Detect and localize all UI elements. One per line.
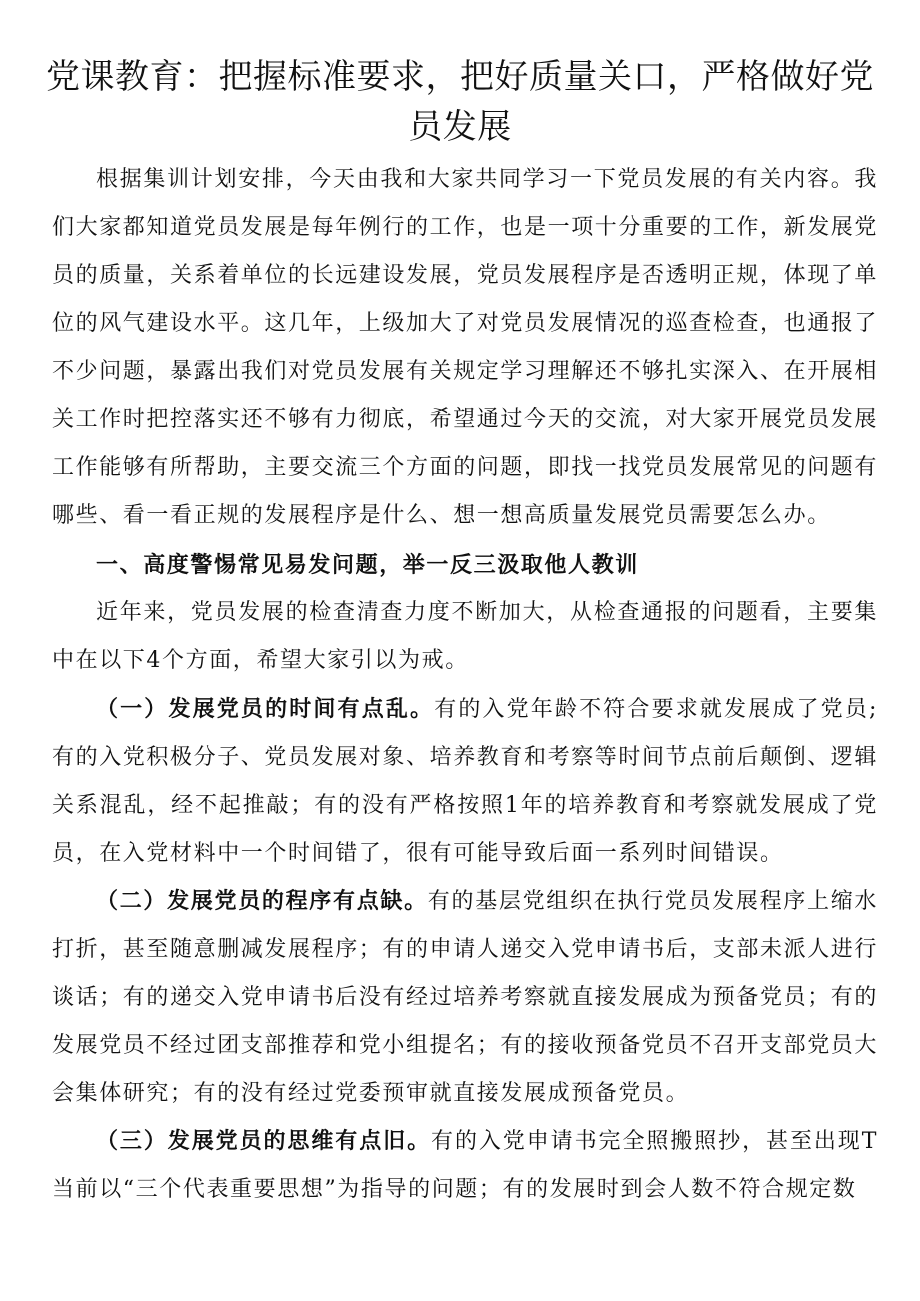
point-1-lead: （一）发展党员的时间有点乱。 <box>96 696 435 722</box>
point-3-paragraph <box>52 1117 878 1214</box>
section-1-heading: 一、高度警惕常见易发问题，举一反三汲取他人教训 <box>96 552 639 578</box>
section-1-intro-paragraph: 近年来，党员发展的检查清查力度不断加大，从检查通报的问题看，主要集中在以下4个方面，希望大家引以为戒。 <box>52 600 878 673</box>
intro-paragraph: 根据集训计划安排，今天由我和大家共同学习一下党员发展的有关内容。我们大家都知道党员发展是每年例行的工作，也是一项十分重要的工作，新发展党员的质量，关系着单位的长远建设发展，党员发展程序是否透明正规，体现了单位的风气建设水平。这几年，上级加大了对党员发展情况的巡查检查，也通报了不少问题，暴露出我们对党员发展有关规定学习理解还不够扎实深入、在开展相关工作时把控落实还不够有力彻底，希望通过今天的交流，对大家开展党员发展工作能够有所帮助，主要交流三个方面的问题，即找一找党员发展常见的问题有哪些、看一看正规的发展程序是什么、想一想高质量发展党员需要怎么办。 <box>52 167 879 528</box>
point-2-paragraph <box>52 877 878 1118</box>
point-1-text: 有的入党年龄不符合要求就发展成了党员;有的入党积极分子、党员发展对象、培养教育和考察等时间节点前后颠倒、逻辑关系混乱，经不起推敲；有的没有严格按照1年的培养教育和考察就发展成了党员，在入党材料中一个时间错了，很有可能导致后面一系列时间错误。 <box>52 697 879 866</box>
point-3-lead: （三）发展党员的思维有点旧。 <box>96 1128 432 1154</box>
point-2-lead: （二）发展党员的程序有点缺。 <box>96 888 428 914</box>
document-title: 党课教育：把握标准要求，把好质量关口，严格做好党员发展 <box>46 57 874 147</box>
point-2-text: 有的基层党组织在执行党员发展程序上缩水打折，甚至随意删减发展程序；有的申请人递交入党申请书后，支部未派人进行谈话；有的递交入党申请书后没有经过培养考察就直接发展成为预备党员；有的发展党员不经过团支部推荐和党小组提名；有的接收预备党员不召开支部党员大会集体研究；有的没有经过党委预审就直接发展成预备党员。 <box>52 889 879 1106</box>
point-3-text: 有的入党申请书完全照搬照抄，甚至出现T当前以“三个代表重要思想”为指导的问题；有的发展时到会人数不符合规定数 <box>52 1129 879 1202</box>
point-1-paragraph <box>52 685 878 878</box>
